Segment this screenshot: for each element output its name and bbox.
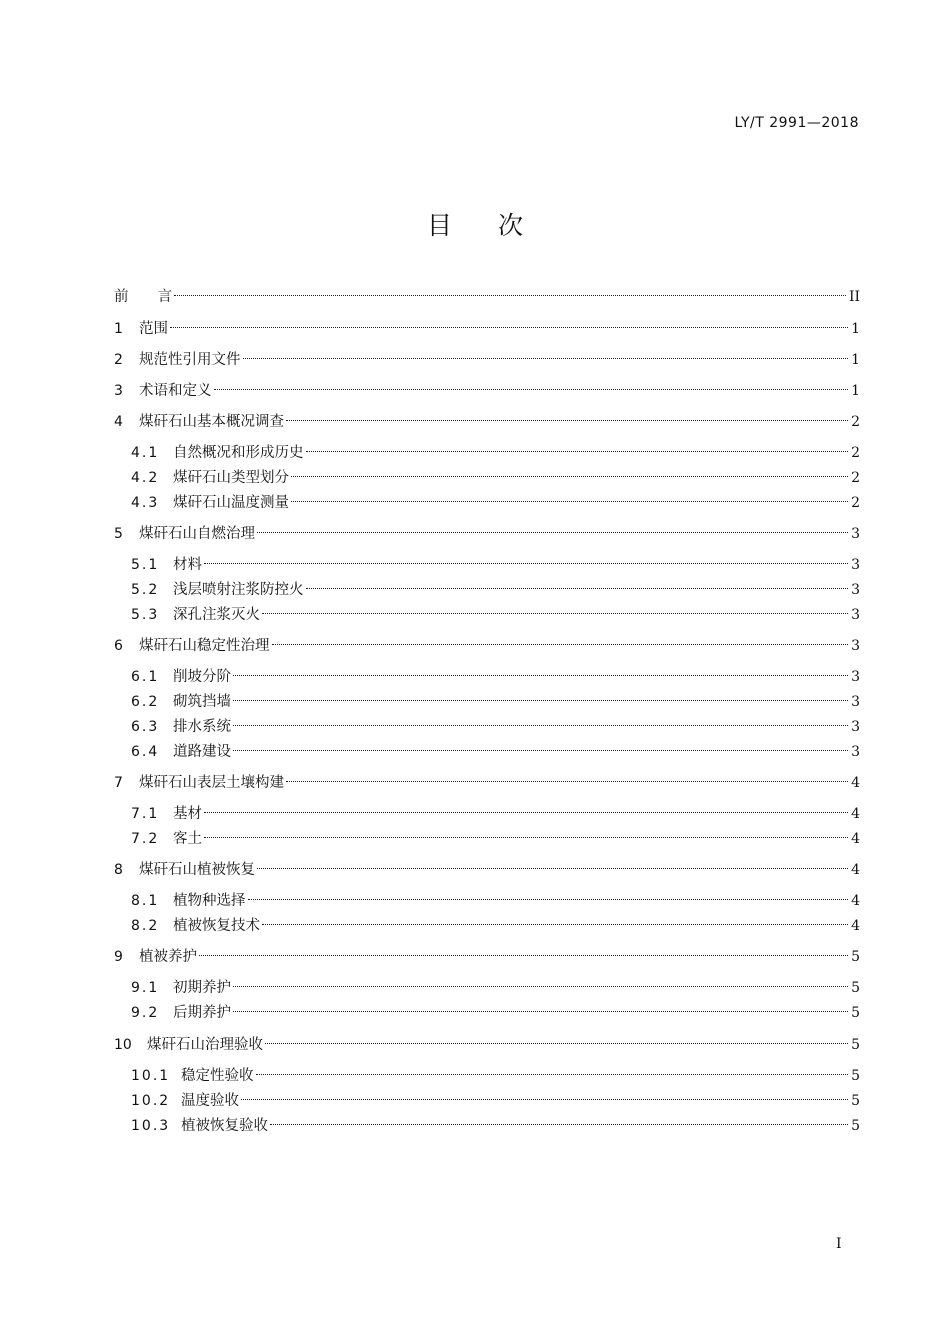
toc-leader-dots — [265, 1043, 848, 1044]
toc-entry[interactable] — [131, 1065, 860, 1087]
toc-entry-number: 4.1 — [131, 445, 160, 461]
toc-leader-dots — [257, 532, 848, 533]
toc-entry-page: 4 — [851, 918, 860, 934]
toc-entry-page: II — [848, 289, 860, 305]
toc-leader-dots — [233, 675, 848, 676]
toc-entry-page: 3 — [851, 607, 860, 623]
toc-leader-dots — [233, 750, 848, 751]
toc-entry-page: 5 — [851, 1037, 860, 1053]
toc-entry-label: 浅层喷射注浆防控火 — [173, 582, 304, 598]
toc-entry-number: 6 — [114, 638, 123, 654]
toc-entry-number: 6.3 — [131, 719, 160, 735]
toc-entry-label: 煤矸石山植被恢复 — [139, 862, 255, 878]
toc-leader-dots — [170, 327, 848, 328]
toc-entry-label: 削坡分阶 — [173, 669, 231, 685]
toc-entry-page: 2 — [851, 445, 860, 461]
toc-leader-dots — [241, 1099, 848, 1100]
toc-entry-label: 煤矸石山稳定性治理 — [139, 638, 270, 654]
toc-entry-number: 3 — [114, 383, 123, 399]
toc-entry[interactable] — [131, 828, 860, 850]
toc-entry-label: 道路建设 — [173, 744, 231, 760]
toc-entry[interactable] — [114, 523, 860, 545]
toc-leader-dots — [199, 955, 848, 956]
toc-entry-number: 9 — [114, 949, 123, 965]
toc-entry-number: 8 — [114, 862, 123, 878]
toc-entry-label: 基材 — [173, 806, 202, 822]
toc-entry-number: 4.2 — [131, 470, 160, 486]
toc-entry-page: 5 — [851, 980, 860, 996]
toc-entry-page: 3 — [851, 582, 860, 598]
toc-entry[interactable] — [131, 915, 860, 937]
toc-leader-dots — [256, 1074, 849, 1075]
toc-entry-page: 3 — [851, 744, 860, 760]
toc-entry[interactable] — [114, 635, 860, 657]
toc-leader-dots — [243, 358, 849, 359]
toc-leader-dots — [248, 899, 849, 900]
toc-entry[interactable] — [114, 380, 860, 402]
toc-entry[interactable] — [131, 442, 860, 464]
toc-entry-page: 3 — [851, 526, 860, 542]
toc-entry-page: 2 — [851, 414, 860, 430]
toc-entry-label: 煤矸石山类型划分 — [173, 470, 289, 486]
toc-leader-dots — [233, 986, 848, 987]
toc-entry[interactable] — [131, 803, 860, 825]
toc-entry-label: 植被恢复技术 — [173, 918, 260, 934]
toc-entry-number: 7.2 — [131, 831, 160, 847]
toc-leader-dots — [306, 451, 849, 452]
page-number: I — [836, 1236, 842, 1252]
toc-entry[interactable] — [114, 859, 860, 881]
toc-entry-number: 7.1 — [131, 806, 160, 822]
toc-entry-page: 3 — [851, 669, 860, 685]
toc-entry[interactable] — [131, 604, 860, 626]
toc-leader-dots — [272, 644, 849, 645]
toc-entry-page: 4 — [851, 775, 860, 791]
toc-leader-dots — [270, 1124, 848, 1125]
toc-entry-number: 10.1 — [131, 1068, 171, 1084]
toc-entry-number: 5.2 — [131, 582, 160, 598]
toc-entry-number: 9.1 — [131, 980, 160, 996]
toc-entry[interactable] — [131, 691, 860, 713]
toc-entry-number: 5.3 — [131, 607, 160, 623]
toc-entry-page: 2 — [851, 470, 860, 486]
toc-entry[interactable] — [131, 554, 860, 576]
toc-entry[interactable] — [131, 492, 860, 514]
toc-entry[interactable] — [131, 890, 860, 912]
toc-entry-number: 8.2 — [131, 918, 160, 934]
toc-entry[interactable] — [114, 286, 860, 308]
toc-entry-number: 4.3 — [131, 495, 160, 511]
toc-leader-dots — [262, 924, 848, 925]
toc-leader-dots — [286, 781, 848, 782]
toc-entry-label: 煤矸石山治理验收 — [147, 1037, 263, 1053]
toc-entry[interactable] — [114, 772, 860, 794]
toc-leader-dots — [233, 700, 848, 701]
toc-leader-dots — [257, 868, 848, 869]
toc-entry-page: 4 — [851, 806, 860, 822]
toc-leader-dots — [233, 725, 848, 726]
toc-leader-dots — [291, 501, 848, 502]
standard-code: LY/T 2991—2018 — [734, 115, 859, 131]
toc-entry-label: 植被养护 — [139, 949, 197, 965]
toc-entry[interactable] — [131, 579, 860, 601]
toc-entry-number: 7 — [114, 775, 123, 791]
toc-entry[interactable] — [131, 977, 860, 999]
toc-entry-label: 自然概况和形成历史 — [173, 445, 304, 461]
toc-entry-page: 1 — [851, 383, 860, 399]
toc-entry-page: 5 — [851, 1118, 860, 1134]
toc-entry-number: 9.2 — [131, 1005, 160, 1021]
toc-leader-dots — [262, 613, 848, 614]
toc-leader-dots — [204, 837, 848, 838]
toc-entry-number: 5.1 — [131, 557, 160, 573]
toc-entry-page: 3 — [851, 694, 860, 710]
toc-leader-dots — [306, 588, 849, 589]
page-title: 目次 — [426, 211, 569, 240]
toc-entry-number: 10 — [114, 1037, 132, 1053]
toc-entry[interactable] — [131, 1115, 860, 1137]
toc-entry-label: 煤矸石山表层土壤构建 — [139, 775, 284, 791]
toc-entry-label: 规范性引用文件 — [139, 352, 241, 368]
toc-entry-page: 5 — [851, 1005, 860, 1021]
toc-entry[interactable] — [131, 1090, 860, 1112]
toc-entry-page: 5 — [851, 1093, 860, 1109]
toc-entry-number: 8.1 — [131, 893, 160, 909]
toc-entry-number: 6.1 — [131, 669, 160, 685]
toc-leader-dots — [214, 389, 849, 390]
toc-entry-label: 煤矸石山自燃治理 — [139, 526, 255, 542]
toc-entry-page: 1 — [851, 321, 860, 337]
toc-entry-page: 1 — [851, 352, 860, 368]
toc-entry-number: 1 — [114, 321, 123, 337]
toc-entry-label: 煤矸石山温度测量 — [173, 495, 289, 511]
toc-entry-page: 4 — [851, 893, 860, 909]
toc-entry-label: 范围 — [139, 321, 168, 337]
toc-leader-dots — [286, 420, 848, 421]
toc-entry[interactable] — [114, 349, 860, 371]
toc-entry-label: 客土 — [173, 831, 202, 847]
toc-entry[interactable] — [131, 716, 860, 738]
toc-entry-label: 前 言 — [114, 289, 172, 305]
toc-entry[interactable] — [114, 318, 860, 340]
toc-entry[interactable] — [114, 411, 860, 433]
toc-entry[interactable] — [131, 741, 860, 763]
toc-leader-dots — [174, 295, 846, 296]
toc-entry-label: 温度验收 — [181, 1093, 239, 1109]
toc-entry-page: 4 — [851, 862, 860, 878]
toc-entry-number: 6.2 — [131, 694, 160, 710]
toc-entry-label: 煤矸石山基本概况调查 — [139, 414, 284, 430]
toc-leader-dots — [291, 476, 848, 477]
toc-entry-page: 3 — [851, 638, 860, 654]
toc-entry-number: 10.2 — [131, 1093, 171, 1109]
toc-entry-label: 术语和定义 — [139, 383, 212, 399]
toc-entry-page: 4 — [851, 831, 860, 847]
toc-entry-label: 后期养护 — [173, 1005, 231, 1021]
toc-entry-label: 排水系统 — [173, 719, 231, 735]
toc-leader-dots — [204, 563, 848, 564]
toc-entry-label: 植被恢复验收 — [181, 1118, 268, 1134]
toc-entry-number: 6.4 — [131, 744, 160, 760]
toc-entry-label: 稳定性验收 — [181, 1068, 254, 1084]
toc-entry[interactable] — [131, 1002, 860, 1024]
toc-entry[interactable] — [114, 946, 860, 968]
toc-entry-number: 2 — [114, 352, 123, 368]
toc-entry-page: 5 — [851, 949, 860, 965]
toc-entry-label: 砌筑挡墙 — [173, 694, 231, 710]
toc-entry-label: 深孔注浆灭火 — [173, 607, 260, 623]
toc-entry-label: 材料 — [173, 557, 202, 573]
toc-entry-label: 初期养护 — [173, 980, 231, 996]
toc-entry[interactable] — [131, 467, 860, 489]
toc-entry-number: 5 — [114, 526, 123, 542]
toc-entry[interactable] — [131, 666, 860, 688]
toc-entry-page: 2 — [851, 495, 860, 511]
toc-leader-dots — [233, 1011, 848, 1012]
toc-entry-page: 5 — [851, 1068, 860, 1084]
toc-leader-dots — [204, 812, 848, 813]
toc-entry-number: 4 — [114, 414, 123, 430]
toc-entry[interactable] — [114, 1034, 860, 1056]
toc-entry-label: 植物种选择 — [173, 893, 246, 909]
toc-entry-number: 10.3 — [131, 1118, 171, 1134]
toc-entry-page: 3 — [851, 557, 860, 573]
toc-entry-page: 3 — [851, 719, 860, 735]
